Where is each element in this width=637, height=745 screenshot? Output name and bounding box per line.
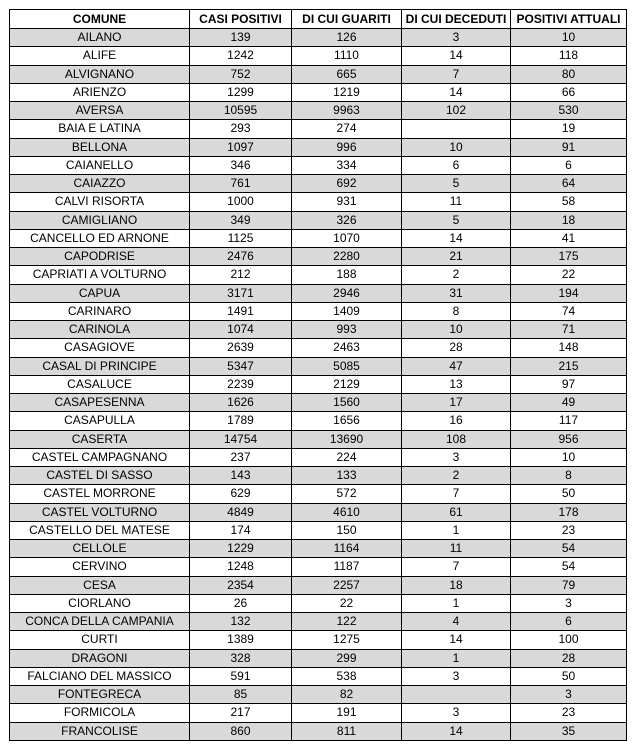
cell-comune: CAIAZZO xyxy=(10,175,190,193)
cell-casi-positivi: 132 xyxy=(190,613,292,631)
cell-comune: CASTEL MORRONE xyxy=(10,485,190,503)
cell-deceduti: 14 xyxy=(402,83,511,101)
table-row xyxy=(10,120,627,138)
table-row xyxy=(10,211,627,229)
cell-casi-positivi: 1789 xyxy=(190,412,292,430)
table-row xyxy=(10,138,627,156)
cell-deceduti: 14 xyxy=(402,631,511,649)
cell-positivi-attuali: 530 xyxy=(511,102,627,120)
cell-comune: DRAGONI xyxy=(10,649,190,667)
cell-deceduti: 14 xyxy=(402,722,511,740)
cell-guariti: 931 xyxy=(292,193,402,211)
cell-comune: CAMIGLIANO xyxy=(10,211,190,229)
cell-positivi-attuali: 58 xyxy=(511,193,627,211)
cell-deceduti: 2 xyxy=(402,266,511,284)
header-row xyxy=(10,10,627,29)
cell-casi-positivi: 1389 xyxy=(190,631,292,649)
cell-casi-positivi: 328 xyxy=(190,649,292,667)
table-row xyxy=(10,83,627,101)
table-row xyxy=(10,631,627,649)
cell-positivi-attuali: 148 xyxy=(511,339,627,357)
cell-casi-positivi: 1299 xyxy=(190,83,292,101)
cell-positivi-attuali: 19 xyxy=(511,120,627,138)
cell-deceduti: 61 xyxy=(402,503,511,521)
cell-deceduti: 1 xyxy=(402,649,511,667)
cell-positivi-attuali: 91 xyxy=(511,138,627,156)
table-row xyxy=(10,284,627,302)
cell-deceduti: 7 xyxy=(402,558,511,576)
cell-deceduti: 14 xyxy=(402,47,511,65)
cell-casi-positivi: 349 xyxy=(190,211,292,229)
cell-casi-positivi: 4849 xyxy=(190,503,292,521)
table-row xyxy=(10,394,627,412)
cell-guariti: 692 xyxy=(292,175,402,193)
cell-casi-positivi: 293 xyxy=(190,120,292,138)
cell-comune: ALVIGNANO xyxy=(10,65,190,83)
cell-comune: CASTEL VOLTURNO xyxy=(10,503,190,521)
cell-positivi-attuali: 71 xyxy=(511,321,627,339)
table-row xyxy=(10,594,627,612)
cell-positivi-attuali: 117 xyxy=(511,412,627,430)
table-row xyxy=(10,430,627,448)
cell-deceduti: 5 xyxy=(402,211,511,229)
cell-guariti: 811 xyxy=(292,722,402,740)
cell-casi-positivi: 237 xyxy=(190,448,292,466)
cell-guariti: 9963 xyxy=(292,102,402,120)
cell-guariti: 22 xyxy=(292,594,402,612)
table-row xyxy=(10,576,627,594)
cell-comune: FRANCOLISE xyxy=(10,722,190,740)
cell-comune: CASALUCE xyxy=(10,375,190,393)
cell-casi-positivi: 752 xyxy=(190,65,292,83)
cell-positivi-attuali: 80 xyxy=(511,65,627,83)
cell-comune: CASAPULLA xyxy=(10,412,190,430)
cell-comune: CASTELLO DEL MATESE xyxy=(10,521,190,539)
cell-comune: CASTEL CAMPAGNANO xyxy=(10,448,190,466)
cell-deceduti: 11 xyxy=(402,540,511,558)
table-row xyxy=(10,558,627,576)
cell-guariti: 665 xyxy=(292,65,402,83)
cell-deceduti: 4 xyxy=(402,613,511,631)
cell-positivi-attuali: 23 xyxy=(511,704,627,722)
table-row xyxy=(10,649,627,667)
cell-comune: ALIFE xyxy=(10,47,190,65)
cell-guariti: 334 xyxy=(292,156,402,174)
cell-deceduti: 16 xyxy=(402,412,511,430)
cell-casi-positivi: 1626 xyxy=(190,394,292,412)
cell-comune: CONCA DELLA CAMPANIA xyxy=(10,613,190,631)
cell-guariti: 1219 xyxy=(292,83,402,101)
cell-deceduti: 2 xyxy=(402,467,511,485)
cell-guariti: 13690 xyxy=(292,430,402,448)
cell-positivi-attuali: 54 xyxy=(511,540,627,558)
cell-guariti: 1409 xyxy=(292,302,402,320)
cell-casi-positivi: 10595 xyxy=(190,102,292,120)
cell-deceduti: 10 xyxy=(402,321,511,339)
cell-casi-positivi: 1242 xyxy=(190,47,292,65)
cell-guariti: 191 xyxy=(292,704,402,722)
cell-comune: BELLONA xyxy=(10,138,190,156)
cell-guariti: 274 xyxy=(292,120,402,138)
cell-deceduti: 18 xyxy=(402,576,511,594)
table-body xyxy=(10,29,627,741)
cell-casi-positivi: 1125 xyxy=(190,229,292,247)
table-row xyxy=(10,667,627,685)
table-header xyxy=(10,10,627,29)
cell-comune: CANCELLO ED ARNONE xyxy=(10,229,190,247)
table-row xyxy=(10,503,627,521)
covid-cases-table xyxy=(9,9,627,741)
cell-guariti: 996 xyxy=(292,138,402,156)
cell-casi-positivi: 2354 xyxy=(190,576,292,594)
cell-positivi-attuali: 35 xyxy=(511,722,627,740)
cell-guariti: 1560 xyxy=(292,394,402,412)
cell-deceduti: 8 xyxy=(402,302,511,320)
cell-positivi-attuali: 64 xyxy=(511,175,627,193)
cell-positivi-attuali: 194 xyxy=(511,284,627,302)
cell-guariti: 1275 xyxy=(292,631,402,649)
cell-guariti: 1110 xyxy=(292,47,402,65)
cell-casi-positivi: 2639 xyxy=(190,339,292,357)
cell-positivi-attuali: 3 xyxy=(511,686,627,704)
cell-positivi-attuali: 6 xyxy=(511,156,627,174)
cell-deceduti: 6 xyxy=(402,156,511,174)
cell-comune: AILANO xyxy=(10,29,190,47)
cell-comune: CASAPESENNA xyxy=(10,394,190,412)
table-row xyxy=(10,722,627,740)
cell-casi-positivi: 5347 xyxy=(190,357,292,375)
cell-deceduti: 11 xyxy=(402,193,511,211)
table-row xyxy=(10,448,627,466)
header-casi-positivi: CASI POSITIVI xyxy=(190,10,292,29)
cell-comune: ARIENZO xyxy=(10,83,190,101)
cell-casi-positivi: 26 xyxy=(190,594,292,612)
cell-comune: FONTEGRECA xyxy=(10,686,190,704)
cell-comune: BAIA E LATINA xyxy=(10,120,190,138)
table-row xyxy=(10,248,627,266)
cell-deceduti: 28 xyxy=(402,339,511,357)
cell-casi-positivi: 1097 xyxy=(190,138,292,156)
cell-guariti: 993 xyxy=(292,321,402,339)
cell-comune: FALCIANO DEL MASSICO xyxy=(10,667,190,685)
cell-comune: FORMICOLA xyxy=(10,704,190,722)
table-row xyxy=(10,47,627,65)
table-row xyxy=(10,412,627,430)
cell-guariti: 572 xyxy=(292,485,402,503)
cell-deceduti: 7 xyxy=(402,65,511,83)
cell-guariti: 538 xyxy=(292,667,402,685)
cell-positivi-attuali: 54 xyxy=(511,558,627,576)
table-row xyxy=(10,193,627,211)
cell-guariti: 2280 xyxy=(292,248,402,266)
cell-guariti: 1164 xyxy=(292,540,402,558)
cell-comune: CAPODRISE xyxy=(10,248,190,266)
cell-guariti: 133 xyxy=(292,467,402,485)
cell-comune: CAPRIATI A VOLTURNO xyxy=(10,266,190,284)
cell-casi-positivi: 85 xyxy=(190,686,292,704)
cell-positivi-attuali: 28 xyxy=(511,649,627,667)
table-row xyxy=(10,266,627,284)
cell-comune: CURTI xyxy=(10,631,190,649)
cell-casi-positivi: 591 xyxy=(190,667,292,685)
cell-deceduti: 1 xyxy=(402,521,511,539)
cell-deceduti: 108 xyxy=(402,430,511,448)
cell-deceduti: 13 xyxy=(402,375,511,393)
cell-positivi-attuali: 215 xyxy=(511,357,627,375)
cell-casi-positivi: 2476 xyxy=(190,248,292,266)
cell-comune: AVERSA xyxy=(10,102,190,120)
table-row xyxy=(10,357,627,375)
cell-guariti: 224 xyxy=(292,448,402,466)
cell-guariti: 122 xyxy=(292,613,402,631)
cell-deceduti: 3 xyxy=(402,29,511,47)
cell-deceduti: 5 xyxy=(402,175,511,193)
cell-guariti: 2129 xyxy=(292,375,402,393)
cell-deceduti: 7 xyxy=(402,485,511,503)
cell-casi-positivi: 217 xyxy=(190,704,292,722)
cell-casi-positivi: 761 xyxy=(190,175,292,193)
cell-casi-positivi: 629 xyxy=(190,485,292,503)
cell-comune: CASTEL DI SASSO xyxy=(10,467,190,485)
cell-guariti: 2257 xyxy=(292,576,402,594)
cell-casi-positivi: 212 xyxy=(190,266,292,284)
cell-positivi-attuali: 10 xyxy=(511,448,627,466)
table-row xyxy=(10,375,627,393)
cell-comune: CIORLANO xyxy=(10,594,190,612)
table-row xyxy=(10,467,627,485)
cell-comune: CASERTA xyxy=(10,430,190,448)
table-row xyxy=(10,156,627,174)
cell-positivi-attuali: 50 xyxy=(511,485,627,503)
cell-comune: CAIANELLO xyxy=(10,156,190,174)
cell-deceduti: 3 xyxy=(402,667,511,685)
cell-guariti: 126 xyxy=(292,29,402,47)
cell-deceduti: 21 xyxy=(402,248,511,266)
cell-guariti: 326 xyxy=(292,211,402,229)
cell-guariti: 4610 xyxy=(292,503,402,521)
cell-deceduti xyxy=(402,686,511,704)
cell-positivi-attuali: 6 xyxy=(511,613,627,631)
table-row xyxy=(10,686,627,704)
cell-casi-positivi: 174 xyxy=(190,521,292,539)
cell-deceduti: 17 xyxy=(402,394,511,412)
cell-casi-positivi: 14754 xyxy=(190,430,292,448)
cell-casi-positivi: 1074 xyxy=(190,321,292,339)
cell-positivi-attuali: 97 xyxy=(511,375,627,393)
cell-casi-positivi: 1229 xyxy=(190,540,292,558)
table-row xyxy=(10,321,627,339)
cell-comune: CASAGIOVE xyxy=(10,339,190,357)
cell-positivi-attuali: 79 xyxy=(511,576,627,594)
cell-comune: CASAL DI PRINCIPE xyxy=(10,357,190,375)
cell-positivi-attuali: 3 xyxy=(511,594,627,612)
cell-comune: CERVINO xyxy=(10,558,190,576)
cell-guariti: 1070 xyxy=(292,229,402,247)
table-row xyxy=(10,175,627,193)
table-row xyxy=(10,613,627,631)
table-row xyxy=(10,704,627,722)
cell-positivi-attuali: 956 xyxy=(511,430,627,448)
cell-deceduti: 31 xyxy=(402,284,511,302)
cell-positivi-attuali: 100 xyxy=(511,631,627,649)
cell-casi-positivi: 860 xyxy=(190,722,292,740)
cell-casi-positivi: 1491 xyxy=(190,302,292,320)
cell-positivi-attuali: 178 xyxy=(511,503,627,521)
cell-deceduti: 1 xyxy=(402,594,511,612)
header-positivi-attuali: POSITIVI ATTUALI xyxy=(511,10,627,29)
header-comune: COMUNE xyxy=(10,10,190,29)
table-row xyxy=(10,540,627,558)
cell-casi-positivi: 2239 xyxy=(190,375,292,393)
cell-deceduti: 14 xyxy=(402,229,511,247)
cell-comune: CARINOLA xyxy=(10,321,190,339)
cell-positivi-attuali: 66 xyxy=(511,83,627,101)
cell-guariti: 1656 xyxy=(292,412,402,430)
cell-comune: CAPUA xyxy=(10,284,190,302)
table-row xyxy=(10,102,627,120)
cell-positivi-attuali: 74 xyxy=(511,302,627,320)
cell-deceduti: 47 xyxy=(402,357,511,375)
cell-deceduti: 3 xyxy=(402,448,511,466)
cell-positivi-attuali: 18 xyxy=(511,211,627,229)
cell-casi-positivi: 3171 xyxy=(190,284,292,302)
cell-casi-positivi: 1000 xyxy=(190,193,292,211)
cell-comune: CALVI RISORTA xyxy=(10,193,190,211)
cell-positivi-attuali: 10 xyxy=(511,29,627,47)
cell-guariti: 150 xyxy=(292,521,402,539)
cell-casi-positivi: 1248 xyxy=(190,558,292,576)
cell-positivi-attuali: 50 xyxy=(511,667,627,685)
header-di-cui-deceduti: DI CUI DECEDUTI xyxy=(402,10,511,29)
cell-guariti: 188 xyxy=(292,266,402,284)
cell-casi-positivi: 139 xyxy=(190,29,292,47)
cell-deceduti: 102 xyxy=(402,102,511,120)
table-row xyxy=(10,29,627,47)
cell-positivi-attuali: 175 xyxy=(511,248,627,266)
cell-guariti: 299 xyxy=(292,649,402,667)
header-di-cui-guariti: DI CUI GUARITI xyxy=(292,10,402,29)
table-row xyxy=(10,65,627,83)
cell-deceduti xyxy=(402,120,511,138)
cell-positivi-attuali: 23 xyxy=(511,521,627,539)
cell-casi-positivi: 346 xyxy=(190,156,292,174)
table-row xyxy=(10,229,627,247)
table-row xyxy=(10,302,627,320)
table-row xyxy=(10,485,627,503)
cell-comune: CARINARO xyxy=(10,302,190,320)
cell-positivi-attuali: 8 xyxy=(511,467,627,485)
cell-positivi-attuali: 41 xyxy=(511,229,627,247)
cell-positivi-attuali: 49 xyxy=(511,394,627,412)
cell-guariti: 2463 xyxy=(292,339,402,357)
cell-casi-positivi: 143 xyxy=(190,467,292,485)
table-row xyxy=(10,339,627,357)
cell-positivi-attuali: 118 xyxy=(511,47,627,65)
cell-comune: CELLOLE xyxy=(10,540,190,558)
cell-guariti: 2946 xyxy=(292,284,402,302)
cell-guariti: 1187 xyxy=(292,558,402,576)
cell-deceduti: 3 xyxy=(402,704,511,722)
cell-comune: CESA xyxy=(10,576,190,594)
cell-guariti: 5085 xyxy=(292,357,402,375)
cell-guariti: 82 xyxy=(292,686,402,704)
cell-positivi-attuali: 22 xyxy=(511,266,627,284)
table-row xyxy=(10,521,627,539)
cell-deceduti: 10 xyxy=(402,138,511,156)
